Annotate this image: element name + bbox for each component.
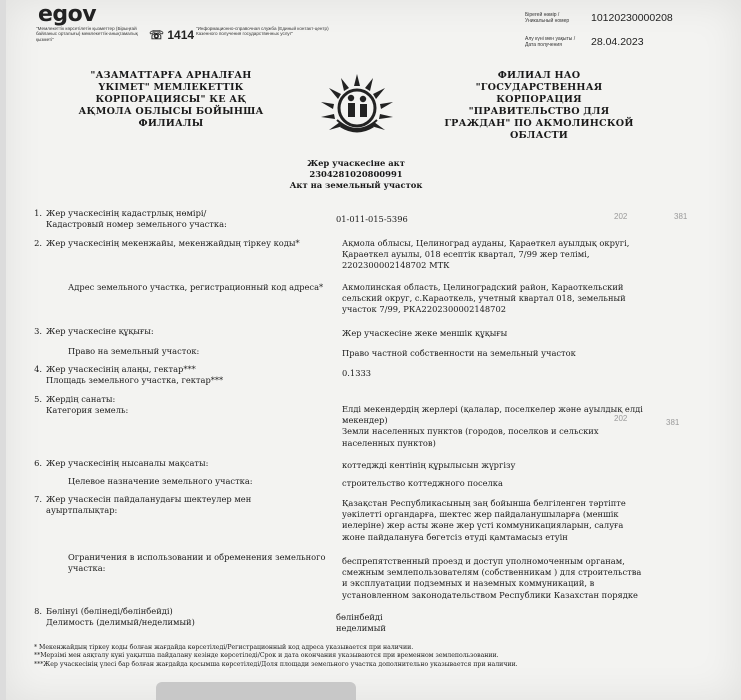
footnote-3: ***Жер учаскесінің үлесі бар болған жағдайда қосымша көрсетіледі/Доля площади земельного участка дополнительно указывается при наличии.: [34, 660, 518, 668]
address-label-ru: Адрес земельного участка, регистрационный код адреса*: [68, 282, 324, 292]
org-small-kz: "Мемлекеттік көрсетілетін қызметтер (Бірыңғай байланыс орталығы) мемлекеттік-анықтамалық қызметі": [36, 26, 138, 42]
footnote-1: * Мекенжайдың тіркеу коды болған жағдайда көрсетіледі/Регистрационный код адреса указывается при наличии.: [34, 644, 414, 651]
address-label-kz: Жер учаскесінің мекенжайы, мекенжайдың тіркеу коды*: [46, 238, 300, 248]
act-number: 2304281020800991: [309, 169, 403, 179]
area-label: Жер учаскесінің алаңы, гектар*** Площадь земельного участка, гектар***: [46, 364, 224, 386]
margin-mark: 202: [614, 414, 628, 423]
area-value: 0.1333: [342, 368, 372, 378]
date-value: 28.04.2023: [591, 36, 644, 48]
bottom-shadow: [156, 682, 356, 700]
org-name-ru: ФИЛИАЛ НАО "ГОСУДАРСТВЕННАЯ КОРПОРАЦИЯ "ПРАВИТЕЛЬСТВО ДЛЯ ГРАЖДАН" ПО АКМОЛИНСКОЙ ОБЛАСТИ: [444, 70, 634, 141]
restrictions-ru: беспрепятственный проезд и доступ уполномоченным органам, смежным землепользователям (собственникам ) для строительства и эксплуатации подземных и наземных коммуникаций, в установленном законодательством Республики Казахстан порядке: [342, 556, 642, 600]
restrictions-kz: Қазақстан Республикасының заң бойынша белгіленген тәртіпте уәкілетті органдарға, шектес жер пайдаланушыларға (меншік иелеріне) жер асты және жер үсті коммуникацияларын, салуға жоне пайдалануға бөгетсіз өтуді қамтамасыз етуін: [342, 498, 626, 542]
divisibility-value: бөлінбейді неделимый: [336, 612, 386, 634]
footnote-2: **Мерзімі мен аяқталу күні уақытша пайдалану кезінде көрсетіледі/Срок и дата окончания указываются при временном землепользовании.: [34, 652, 499, 660]
right-ru: Право частной собственности на земельный участок: [342, 348, 576, 358]
margin-mark: 202: [614, 212, 628, 221]
date-label: Алу күні мен уақыты / Дата получения: [525, 36, 576, 48]
purpose-label-ru: Целевое назначение земельного участка:: [68, 476, 253, 486]
hotline-number: ☏ 1414: [149, 28, 195, 42]
right-kz: Жер учаскесіне жеке меншік құқығы: [342, 328, 508, 338]
egov-logo: egov: [38, 2, 97, 27]
address-kz: Ақмола облысы, Целиноград ауданы, Қараөткел ауылдық округі, Қараөткел ауылы, 018 есептік квартал, 7/99 жер телімі, 2202300002148702 МТК: [342, 238, 630, 271]
category-label: Жердің санаты: Категория земель:: [46, 394, 129, 416]
unique-number: 10120230000208: [591, 12, 673, 24]
address-ru: Акмолинская область, Целиноградский район, Караоткельский сельский округ, с.Караоткель, учетный квартал 018, земельный участок 7/99, РКА2202300002148702: [342, 282, 626, 315]
restrictions-label-ru: Ограничения в использовании и обременения земельного участка:: [68, 552, 326, 574]
purpose-ru: строительство коттеджного поселка: [342, 478, 503, 488]
restrictions-label-kz: Жер учаскесін пайдаланудағы шектеулер мен ауыртпалықтар:: [46, 494, 252, 516]
cadastral-label: Жер учаскесінің кадастрлық нөмірі/ Кадастровый номер земельного участка:: [46, 208, 227, 230]
document-page: egov "Мемлекеттік көрсетілетін қызметтер (Бірыңғай байланыс орталығы) мемлекеттік-анықтамалық қызметі" ☏ 1414 "Информационно-справочная служба (Единый контакт-центр) Казенного получения государственных услуг" Бірегей нөмір / Уникальный номер 10120230000208 Алу күні мен уақыты / Дата получения 28.04.2023 "АЗАМАТТАРҒА АРНАЛҒАН ҮКІМЕТ" МЕМЛЕКЕТТІК КОРПОРАЦИЯСЫ" КЕ АҚ АҚМОЛА ОБЛЫСЫ БОЙЫНША ФИЛИАЛЫ ФИЛИАЛ НАО "ГОСУДАРСТВЕННАЯ КОРПОРАЦИЯ "ПРАВИТЕЛЬСТВО ДЛЯ ГРАЖДАН" ПО АКМОЛИНСКОЙ ОБЛАСТИ Жер учаскесіне акт 2304281020800991 Акт на земельный участок 1. Жер учаскесінің кадастрлық нөмірі/ Кадастровый номер земельного участка: 01-011-015-5396 2. Жер учаскесінің мекенжайы, мекенжайдың тіркеу коды* Ақмола облысы, Целиноград ауданы, Қараөткел ауылдық округі, Қараөткел ауылы, 018 есептік квартал, 7/99 жер телімі, 2202300002148702 МТК Адрес земельного участка, регистрационный код адреса* Акмолинская область, Целиноградский район, Караоткельский сельский округ, с.Караоткель, учетный квартал 018, земельный участок 7/99, РКА2202300002148702 3. Жер учаскесіне құқығы: Жер учаскесіне жеке меншік құқығы Право на земельный участок: Право частной собственности на земельный участок 4. Жер учаскесінің алаңы, гектар*** Площадь земельного участка, гектар*** 0.1333 5. Жердің санаты: Категория земель: Елді мекендердің жерлері (қалалар, поселкелер және ауылдық елді мекендер) Земли населенных пунктов (городов, поселков и сельских населенных пунктов) 6. Жер учаскесінің нысаналы мақсаты: коттеджді кентінің құрылысын жүргізу Целевое назначение земельного участка: строительство коттеджного поселка 7. Жер учаскесін пайдаланудағы шектеулер мен ауыртпалықтар: Қазақстан Республикасының заң бойынша белгіленген тәртіпте уәкілетті органдарға, шектес жер пайдаланушыларға (меншік иелеріне) жер асты және жер үсті коммуникацияларын, салуға жоне пайдалануға бөгетсіз өтуді қамтамасыз етуін Ограничения в использовании и обременения земельного участка: беспрепятственный проезд и доступ уполномоченным органам, смежным землепользователям (собственникам ) для строительства и эксплуатации подземных и наземных коммуникаций, в установленном законодательством Республики Казахстан порядке 8. Бөлінуі (бөлінеді/бөлінбейді) Делимость (делимый/неделимый) бөлінбейді неделимый * Мекенжайдың тіркеу коды болған жағдайда көрсетіледі/Регистрационный код адреса указывается при наличии. **Мерзімі мен аяқталу күні уақытша пайдалану кезінде көрсетіледі/Срок и дата окончания указываются при временном землепользовании. ***Жер учаскесінің үлесі бар болған жағдайда қосымша көрсетіледі/Доля площади земельного участка дополнительно указывается при наличии. 202 381 202 381: [6, 0, 741, 700]
right-label-ru: Право на земельный участок:: [68, 346, 200, 356]
right-label-kz: Жер учаскесіне құқығы:: [46, 326, 154, 336]
org-small-ru: "Информационно-справочная служба (Единый контакт-центр) Казенного получения государственных услуг": [196, 26, 329, 37]
margin-mark: 381: [674, 212, 688, 221]
margin-mark: 381: [666, 418, 680, 427]
unique-number-label: Бірегей нөмір / Уникальный номер: [525, 12, 570, 24]
phone-icon: ☏: [149, 28, 165, 42]
government-emblem: [311, 68, 403, 148]
category-value: Елді мекендердің жерлері (қалалар, поселкелер және ауылдық елді мекендер) Земли населенных пунктов (городов, поселков и сельских населенных пунктов): [342, 404, 643, 448]
divisibility-label: Бөлінуі (бөлінеді/бөлінбейді) Делимость (делимый/неделимый): [46, 606, 195, 628]
purpose-kz: коттеджді кентінің құрылысын жүргізу: [342, 460, 516, 470]
cadastral-number: 01-011-015-5396: [336, 214, 408, 224]
purpose-label-kz: Жер учаскесінің нысаналы мақсаты:: [46, 458, 209, 468]
act-title: Жер учаскесіне акт 2304281020800991 Акт на земельный участок: [256, 158, 456, 191]
org-name-kz: "АЗАМАТТАРҒА АРНАЛҒАН ҮКІМЕТ" МЕМЛЕКЕТТІК КОРПОРАЦИЯСЫ" КЕ АҚ АҚМОЛА ОБЛЫСЫ БОЙЫНША ФИЛИАЛЫ: [78, 70, 264, 129]
footnotes: [34, 644, 734, 669]
